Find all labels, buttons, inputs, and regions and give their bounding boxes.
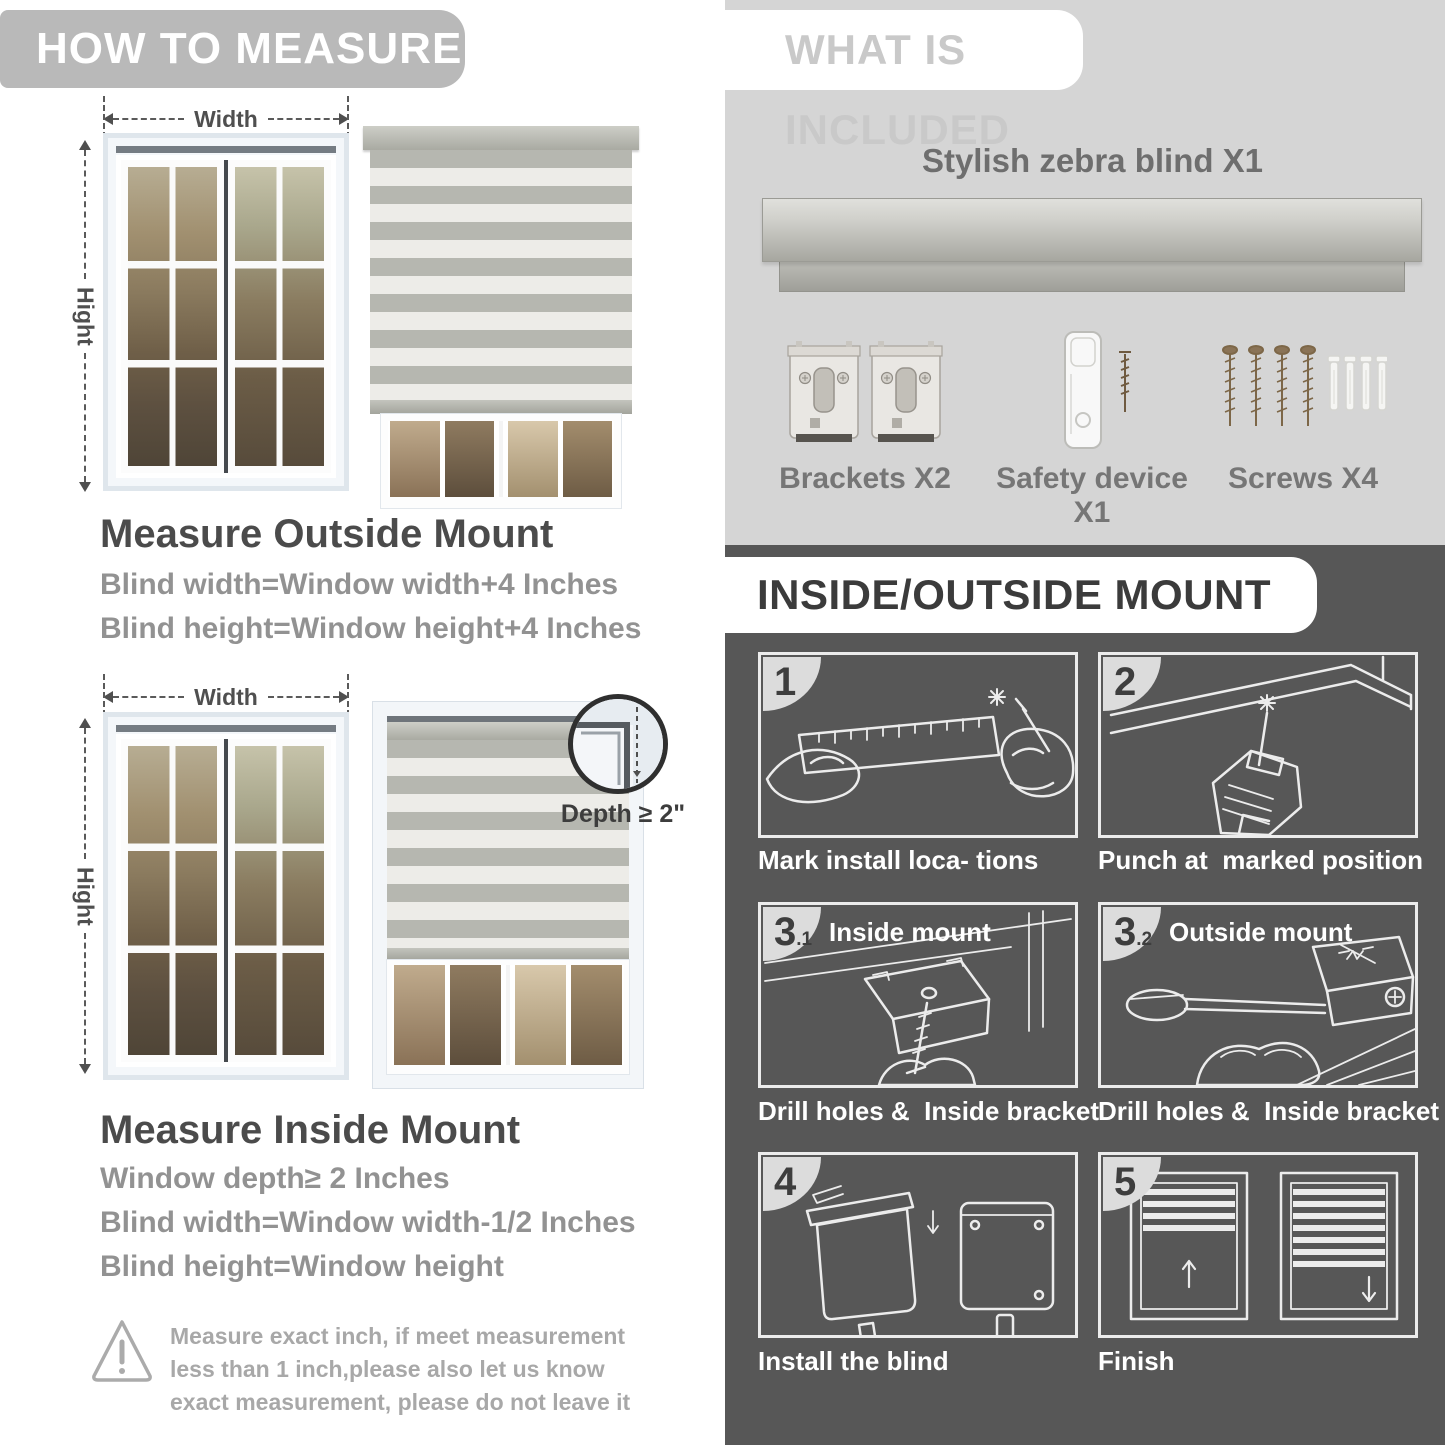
depth-label: Depth ≥ 2" bbox=[560, 800, 686, 828]
outside-mount-title: Measure Outside Mount bbox=[100, 512, 554, 556]
inside-mount-title: Measure Inside Mount bbox=[100, 1108, 521, 1152]
brackets-image bbox=[780, 338, 950, 453]
screws-label: Screws X4 bbox=[1227, 462, 1379, 495]
width-label: Width bbox=[194, 683, 258, 710]
arrow-down-icon bbox=[79, 482, 91, 492]
step-panel-1 bbox=[758, 652, 1078, 838]
step-1-caption: Mark install loca- tions bbox=[758, 845, 1039, 875]
step-panel-4 bbox=[758, 1152, 1078, 1338]
dimension-dash bbox=[113, 696, 184, 698]
width-label: Width bbox=[194, 105, 258, 132]
window-pane bbox=[563, 421, 613, 497]
step-number-badge: 4 bbox=[763, 1157, 821, 1211]
inside-width-formula: Blind width=Window width-1/2 Inches bbox=[100, 1206, 636, 1239]
step-panel-5 bbox=[1098, 1152, 1418, 1338]
how-to-measure-title: HOW TO MEASURE bbox=[36, 24, 463, 73]
step-5-caption: Finish bbox=[1098, 1346, 1175, 1376]
step-3-2-caption: Drill holes & Inside bracket bbox=[1098, 1096, 1439, 1126]
window-pane bbox=[394, 965, 445, 1065]
blind-bottom-rail bbox=[370, 400, 632, 414]
arrow-up-icon bbox=[79, 140, 91, 150]
arrow-down-icon bbox=[79, 1064, 91, 1074]
outside-mount-blind-figure bbox=[363, 126, 639, 508]
how-to-measure-banner bbox=[0, 10, 465, 88]
window-casement-left bbox=[121, 160, 224, 473]
screws-image bbox=[1222, 342, 1387, 442]
what-is-included-title: WHAT IS INCLUDED bbox=[785, 26, 1010, 153]
dimension-tick bbox=[347, 96, 349, 138]
window-pane bbox=[450, 965, 501, 1065]
window-photo-inside bbox=[103, 712, 349, 1080]
window-pane bbox=[515, 965, 566, 1065]
step-number-badge: 5 bbox=[1103, 1157, 1161, 1211]
step-3-1-caption: Drill holes & Inside bracket bbox=[758, 1096, 1099, 1126]
inside-width-dimension bbox=[103, 684, 349, 710]
window-casement-right bbox=[228, 160, 331, 473]
dimension-dash bbox=[268, 118, 339, 120]
dimension-dash bbox=[84, 150, 86, 279]
arrow-up-icon bbox=[79, 718, 91, 728]
window-casement-left bbox=[121, 739, 224, 1062]
zebra-blind-body bbox=[370, 150, 632, 400]
window-pane bbox=[571, 965, 622, 1065]
window-center-divider bbox=[506, 965, 510, 1065]
step-2-caption: Punch at marked position bbox=[1098, 845, 1424, 875]
safety-device-image bbox=[1035, 328, 1155, 458]
window-below-blind bbox=[381, 414, 621, 508]
step-number-badge: 1 bbox=[763, 657, 821, 711]
what-is-included-banner bbox=[725, 10, 1083, 153]
inside-depth-rule: Window depth≥ 2 Inches bbox=[100, 1162, 450, 1195]
corner-depth-detail bbox=[573, 699, 663, 789]
dimension-dash bbox=[268, 696, 339, 698]
inside-height-formula: Blind height=Window height bbox=[100, 1250, 504, 1283]
inside-mount-label: Inside mount bbox=[829, 917, 991, 947]
warning-text: Measure exact inch, if meet measurement less than 1 inch,please also let us know exact measurement, please do not leave it bbox=[170, 1323, 631, 1415]
window-photo-outside bbox=[103, 133, 349, 491]
dimension-dash bbox=[84, 353, 86, 482]
product-label: Stylish zebra blind X1 bbox=[921, 142, 1264, 179]
step-number-badge: 3.2 bbox=[1103, 907, 1161, 961]
step-4-caption: Install the blind bbox=[758, 1346, 949, 1376]
step-panel-3-1 bbox=[758, 902, 1078, 1088]
outside-mount-label: Outside mount bbox=[1169, 917, 1353, 947]
window-casement-right bbox=[228, 739, 331, 1062]
window-below-blind bbox=[387, 960, 629, 1074]
window-track-strip bbox=[116, 725, 336, 732]
dimension-dash bbox=[84, 933, 86, 1064]
height-label: Hight bbox=[72, 286, 99, 346]
brackets-label: Brackets X2 bbox=[779, 462, 951, 495]
window-center-divider bbox=[499, 421, 503, 497]
outside-height-dimension bbox=[72, 140, 98, 492]
step-number-badge: 2 bbox=[1103, 657, 1161, 711]
window-pane bbox=[445, 421, 495, 497]
blind-bottom-rail bbox=[387, 948, 629, 960]
window-pane bbox=[390, 421, 440, 497]
window-pane bbox=[508, 421, 558, 497]
outside-width-formula: Blind width=Window width+4 Inches bbox=[100, 568, 619, 601]
window-track-strip bbox=[116, 146, 336, 153]
dimension-tick bbox=[103, 674, 105, 716]
step-panel-3-2 bbox=[1098, 902, 1418, 1088]
step-panel-2 bbox=[1098, 652, 1418, 838]
step-number-badge: 3.1 bbox=[763, 907, 821, 961]
inside-outside-mount-banner bbox=[725, 557, 1317, 633]
blind-headrail bbox=[363, 126, 639, 150]
dimension-dash bbox=[113, 118, 184, 120]
dimension-tick bbox=[347, 674, 349, 716]
outside-width-dimension bbox=[103, 106, 349, 132]
outside-height-formula: Blind height=Window height+4 Inches bbox=[100, 612, 642, 645]
window-casements bbox=[116, 734, 336, 1067]
dimension-tick bbox=[103, 96, 105, 138]
window-casements bbox=[116, 155, 336, 478]
height-label: Hight bbox=[72, 866, 99, 926]
dimension-dash bbox=[84, 728, 86, 859]
inside-outside-mount-title: INSIDE/OUTSIDE MOUNT bbox=[757, 571, 1272, 618]
depth-callout-circle bbox=[568, 694, 668, 794]
warning-triangle-icon bbox=[90, 1316, 154, 1389]
inside-height-dimension bbox=[72, 718, 98, 1074]
headrail-main-bar bbox=[762, 198, 1422, 262]
safety-device-label: Safety device X1 bbox=[996, 462, 1188, 529]
